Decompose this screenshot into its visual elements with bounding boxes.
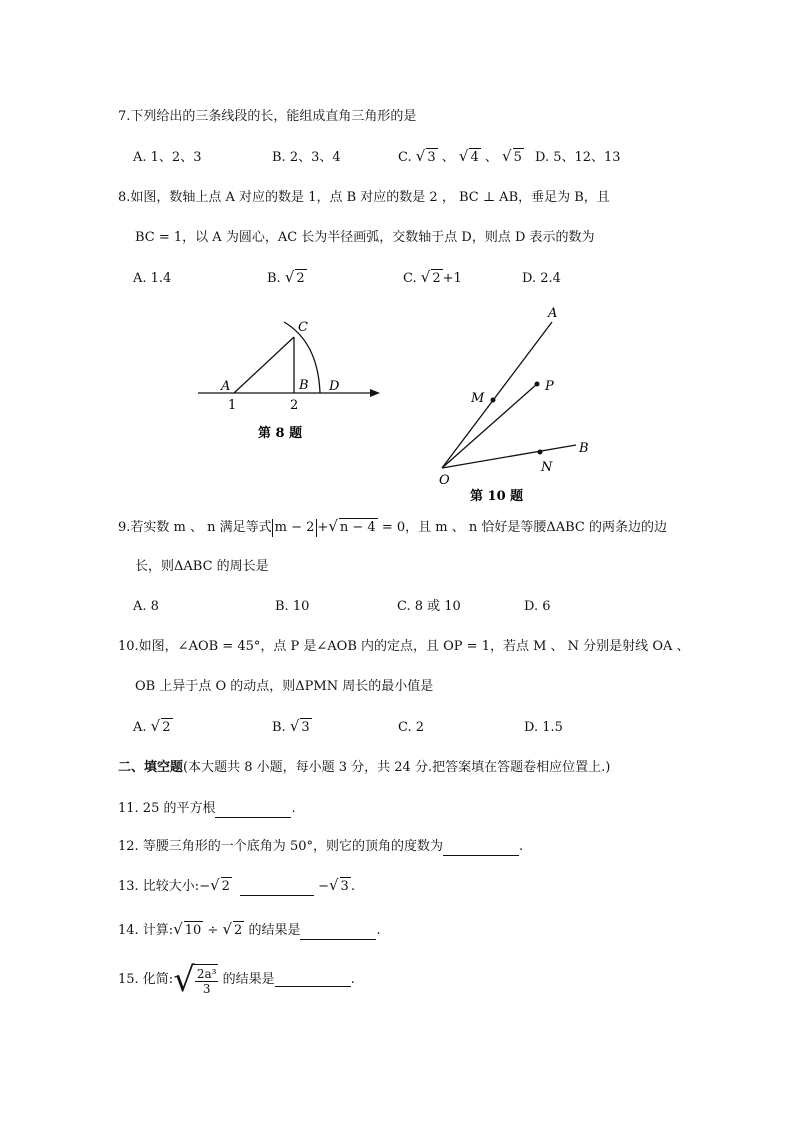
figure-8 (190, 310, 390, 445)
q14-pre: 14. 计算: (118, 923, 174, 938)
q7-stem: 7.下列给出的三条线段的长，能组成直角三角形的是 (118, 109, 417, 124)
q13-neg1: − (199, 879, 211, 894)
q9-post: = 0，且 m 、 n 恰好是等腰ΔABC 的两条边的边 (377, 520, 667, 535)
q11-end: . (291, 801, 296, 816)
q10-option-b-root: 3 (301, 720, 310, 735)
q8-option-c-label: C. (403, 271, 417, 286)
label-d: D (329, 379, 340, 394)
q7-option-d: D. 5、12、13 (535, 150, 621, 165)
q10-line2: OB 上异于点 O 的动点，则ΔPMN 周长的最小值是 (135, 679, 434, 694)
q9-option-c: C. 8 或 10 (397, 599, 461, 614)
label-a: A (548, 306, 558, 321)
q8-option-c: C. √ 2 +1 (403, 268, 462, 286)
q9-line1: 9.若实数 m 、 n 满足等式 m − 2 +√ n − 4 = 0，且 m 、 n 恰好是等腰ΔABC 的两条边的边 (118, 517, 667, 535)
q10-option-a-label: A. (133, 720, 147, 735)
q14: 14. 计算:√ 10 ÷ √ 2 的结果是 . (118, 920, 381, 938)
q11 (118, 800, 296, 818)
label-b: B (299, 378, 309, 393)
q15-post: 的结果是 (218, 972, 275, 987)
ray-ob (442, 445, 576, 468)
q7-option-c-label: C. (398, 150, 412, 165)
section-2-note: (本大题共 8 小题，每小题 3 分，共 24 分.把答案填在答题卷相应位置上.) (183, 760, 611, 775)
q13: 13. 比较大小:−√ 2 −√ 3 . (118, 876, 355, 894)
q14-answer-blank (300, 925, 376, 940)
q7-option-c-root3: 5 (513, 150, 522, 165)
q9-option-b: B. 10 (275, 599, 310, 614)
tick-label-1: 1 (228, 398, 237, 413)
q10-option-a-root: 2 (162, 720, 171, 735)
figure-10 (430, 300, 600, 505)
q8-option-d: D. 2.4 (522, 271, 561, 286)
segment-op (442, 384, 537, 468)
q10-option-a: A. √ 2 (133, 717, 171, 735)
q9-abs: m − 2 (272, 519, 318, 537)
q8-option-c-tail: +1 (442, 271, 462, 286)
q15: 15. 化简:√ $\frac{\text{2a³}}{3}$ 的结果是 . (118, 959, 355, 1000)
q11-answer-blank (215, 803, 291, 818)
tick-label-2: 2 (290, 398, 299, 413)
q10-option-d: D. 1.5 (524, 720, 563, 735)
label-m: M (471, 391, 485, 406)
point-p (535, 382, 540, 387)
q11-text: 11. 25 的平方根 (118, 801, 216, 816)
q10-option-c: C. 2 (398, 720, 425, 735)
q8-option-b-root: 2 (296, 271, 305, 286)
q14-post: 的结果是 (244, 923, 301, 938)
q13-end: . (350, 879, 355, 894)
q8-option-a: A. 1.4 (133, 271, 172, 286)
q15-numerator: 2a³ (196, 966, 217, 981)
q13-root2: 3 (340, 879, 349, 894)
q13-answer-blank (240, 881, 314, 896)
q15-pre: 15. 化简: (118, 972, 174, 987)
q8-option-b-label: B. (267, 271, 281, 286)
q9-root: n − 4 (339, 520, 376, 535)
q8-option-b: B. √ 2 (267, 268, 305, 286)
q12-text: 12. 等腰三角形的一个底角为 50°，则它的顶角的度数为 (118, 839, 443, 854)
point-m (491, 398, 496, 403)
q14-root1: 10 (184, 923, 202, 938)
ray-oa (442, 322, 552, 468)
q10-option-b-label: B. (272, 720, 286, 735)
number-line-arrow (370, 389, 380, 397)
label-p: P (545, 379, 554, 394)
q7-option-c: C. √ 3 、 √ 4 、 √ 5 (398, 147, 522, 165)
q9-option-a: A. 8 (133, 599, 159, 614)
point-n (538, 450, 543, 455)
q12-end: . (518, 839, 524, 854)
q13-neg2: − (318, 879, 329, 894)
q12 (118, 838, 523, 856)
figure-8-caption: 第 8 题 (258, 426, 303, 441)
q8-option-c-root: 2 (432, 271, 441, 286)
label-b: B (579, 441, 589, 456)
q10-line1: 10.如图，∠AOB = 45°，点 P 是∠AOB 内的定点，且 OP = 1，若点 M 、 N 分别是射线 OA 、 (118, 639, 690, 654)
q15-answer-blank (275, 972, 351, 987)
q13-pre: 13. 比较大小: (118, 879, 200, 894)
q7-sep-1: 、 (441, 150, 455, 165)
q15-denominator: 3 (202, 981, 211, 996)
q14-root2: 2 (234, 923, 243, 938)
section-2-title: 二、填空题 (118, 760, 184, 775)
q8-line2: BC = 1，以 A 为圆心，AC 长为半径画弧，交数轴于点 D，则点 D 表示的数为 (135, 230, 595, 245)
q14-end: . (376, 923, 381, 938)
q9-plus: + (317, 520, 329, 535)
q14-divide: ÷ (203, 923, 223, 938)
figure-10-caption: 第 10 题 (470, 489, 524, 504)
q10-option-b: B. √ 3 (272, 717, 310, 735)
q9-line2: 长，则ΔABC 的周长是 (135, 559, 269, 574)
q8-line1: 8.如图，数轴上点 A 对应的数是 1，点 B 对应的数是 2 ， BC ⊥ AB，垂足为 B，且 (118, 190, 610, 205)
label-c: C (298, 320, 308, 335)
q15-end: . (350, 972, 355, 987)
section-2-heading (118, 759, 610, 777)
q7-option-c-root2: 4 (470, 150, 479, 165)
q15-fraction (195, 964, 219, 996)
q7-option-b: B. 2、3、4 (272, 150, 341, 165)
q7-option-a: A. 1、2、3 (133, 150, 202, 165)
q7-option-c-root1: 3 (427, 150, 436, 165)
q12-answer-blank (443, 841, 519, 856)
q13-root1: 2 (221, 879, 230, 894)
segment-ac (234, 337, 294, 393)
label-a: A (221, 379, 231, 394)
q9-pre: 9.若实数 m 、 n 满足等式 (118, 520, 272, 535)
label-o: O (439, 473, 450, 488)
q7-sep-2: 、 (484, 150, 498, 165)
label-n: N (541, 460, 553, 475)
q9-option-d: D. 6 (524, 599, 551, 614)
